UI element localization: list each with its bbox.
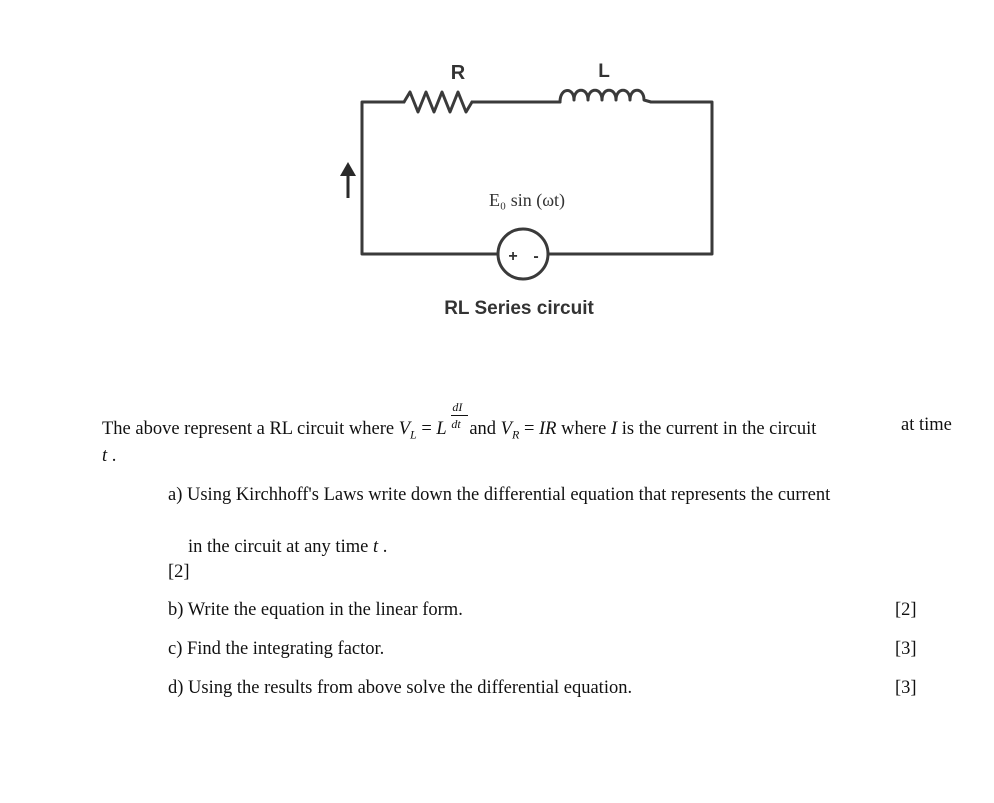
wire-loop — [362, 102, 712, 254]
question-c: c) Find the integrating factor. — [168, 639, 385, 659]
equals-2: = — [523, 419, 535, 439]
resistor-label: R — [450, 62, 466, 84]
intro-line — [102, 400, 817, 442]
vl-symbol: $V_L$ — [398, 419, 417, 442]
arrow-up-icon — [340, 162, 356, 198]
question-d-marks: [3] — [895, 678, 917, 698]
where-text: where — [561, 419, 607, 439]
circuit-caption: RL Series circuit — [444, 298, 594, 319]
resistor — [404, 92, 472, 112]
intro-text-2: is the current in the circuit — [621, 419, 817, 439]
source-minus-sign: - — [533, 248, 539, 265]
intro-text-1: The above represent a RL circuit where — [102, 419, 395, 439]
rl-circuit-diagram — [0, 0, 994, 340]
fraction-denominator: dt — [451, 417, 461, 431]
and-text: and — [469, 419, 497, 439]
vr-symbol: $V_R$ — [500, 419, 520, 442]
question-b: b) Write the equation in the linear form. — [168, 600, 463, 620]
source-expression: E₀ sin (ωt) — [488, 190, 566, 210]
time-variable-line: t . — [102, 446, 117, 466]
inductor — [560, 90, 651, 102]
equals-1: = — [421, 419, 432, 439]
source-plus-sign: + — [508, 248, 518, 265]
fraction-numerator: dI — [452, 400, 463, 414]
inductor-label: L — [598, 61, 610, 82]
derivative-fraction — [451, 400, 469, 434]
ac-source — [498, 229, 548, 279]
question-a-line1: a) Using Kirchhoff's Laws write down the differential equation that represents the current — [168, 485, 831, 505]
inductance-symbol: L — [436, 419, 447, 439]
question-d: d) Using the results from above solve the differential equation. — [168, 678, 633, 698]
at-time-text: at time — [901, 415, 952, 435]
question-b-marks: [2] — [895, 600, 917, 620]
question-a-line2: in the circuit at any time t . — [188, 537, 388, 557]
question-a-marks: [2] — [168, 562, 190, 582]
ir-product: IR — [539, 419, 557, 439]
current-symbol: I — [610, 419, 618, 439]
question-c-marks: [3] — [895, 639, 917, 659]
